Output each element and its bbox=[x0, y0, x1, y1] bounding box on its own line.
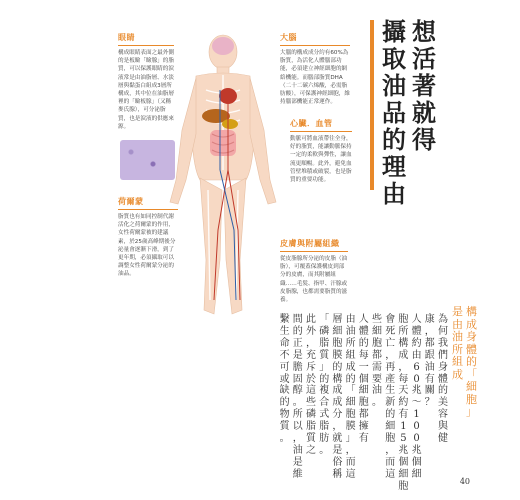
body-text-column: 間 的 正 是 膽 固 醇 。 所 以 ， 油 是 維 bbox=[292, 314, 303, 480]
title-accent-bar bbox=[370, 20, 374, 190]
body-text-column: 由 油 所 組 成 的 「 細 胞 膜 」 ， 而 這 bbox=[345, 314, 356, 480]
divider bbox=[290, 131, 352, 132]
body-text-column: 胞 所 構 成 ， 每 天 約 有 1 5 兆 個 細 胞 bbox=[398, 314, 409, 492]
body-text-column: 「 磷 脂 質 」 的 複 合 式 脂 肪 。 bbox=[319, 314, 330, 456]
note-eyeball-heading: 眼睛 bbox=[118, 33, 135, 42]
body-text-column: 人 體 的 每 一 個 細 胞 都 擁 有 bbox=[358, 314, 369, 445]
body-text-column: 些 細 胞 都 需 要 油 。 bbox=[372, 314, 382, 409]
body-text-column: 層 細 胞 膜 的 構 成 成 分 ， 就 是 俗 稱 bbox=[332, 314, 343, 480]
body-text-column: 會 死 亡 ， 再 產 生 新 的 細 胞 ， 而 這 bbox=[385, 314, 396, 480]
human-anatomy-illustration bbox=[148, 30, 298, 330]
subheading-line-2: 是 由 油 所 組 成 bbox=[452, 305, 463, 381]
page-title-line-1: 想 活 著 就 得 bbox=[412, 17, 436, 154]
body-text-column: 繫 生 命 不 可 或 缺 的 物 質 。 bbox=[279, 314, 290, 445]
page-number: 40 bbox=[459, 477, 470, 486]
note-skin-body: 從皮脂腺所分泌的皮脂（油脂），可覆蓋保護構皮到部分的皮膚，而其附屬組織……毛髮、指甲、汗腺或皮脂腺，也都需要脂質的滋養。 bbox=[280, 256, 348, 304]
note-heart-body: 動脈可將血液帶往全身，好的脂質，能讓動脈保持一定的柔軟與彈性，讓血流更順暢。此外，避免血管壁堆積或破裂，也是脂質的重要功能。 bbox=[290, 136, 352, 184]
note-eyeball-body: 構成眼睛表面之最外側的是板瞼「瞼腺」的脂質，可以保護眼睛的淚液常是由油脂層、水淡層與黏蛋白組成3層所構成，其中位在油脂層裡的「瞼板腺」（又稱麥氏腺），可分泌脂質，也是淚液的供應來源。 bbox=[118, 50, 174, 130]
note-brain-heading: 大腦 bbox=[280, 33, 297, 42]
body-text-column: 此 外 ， 充 斥 於 這 些 磷 脂 質 之 bbox=[306, 314, 316, 456]
subheading-line-1: 構 成 身 體 的 「 細 胞 」 bbox=[466, 305, 477, 418]
note-hormone-heading: 荷爾蒙 bbox=[118, 197, 144, 206]
body-text-column: 康 ， 都 跟 油 有 關 ？ bbox=[424, 314, 435, 409]
note-brain-body: 大腦的構成成分約有60%為脂質，為活化人體腦部功能，必須建立神經細胞的網絡機能。而腦部脂質DHA（二十二碳六烯酸，必需脂肪酸），可保護神經細胞，維持腦部機能正常運作。 bbox=[280, 50, 350, 106]
note-heart-heading: 心臟．血管 bbox=[290, 119, 333, 128]
note-skin-heading: 皮膚與附屬組織 bbox=[280, 239, 340, 248]
page-title-line-2: 攝 取 油 品 的 理 由 bbox=[382, 17, 406, 208]
body-text-column: 為 何 我 們 身 體 的 美 容 與 健 bbox=[438, 314, 448, 445]
note-hormone-body: 脂質也有如同控制代謝活化之荷爾蒙的作用，女性荷爾蒙被的建議素，於25歲高峰期後分泌量會逐漸下滑，到了更年期，必須攝取可以調整女性荷爾蒙分泌的油品。 bbox=[118, 214, 176, 278]
note-heart bbox=[290, 118, 352, 184]
body-text-column: 人 體 約 由 6 0 兆 ～ 1 0 0 兆 個 細 bbox=[411, 314, 422, 480]
